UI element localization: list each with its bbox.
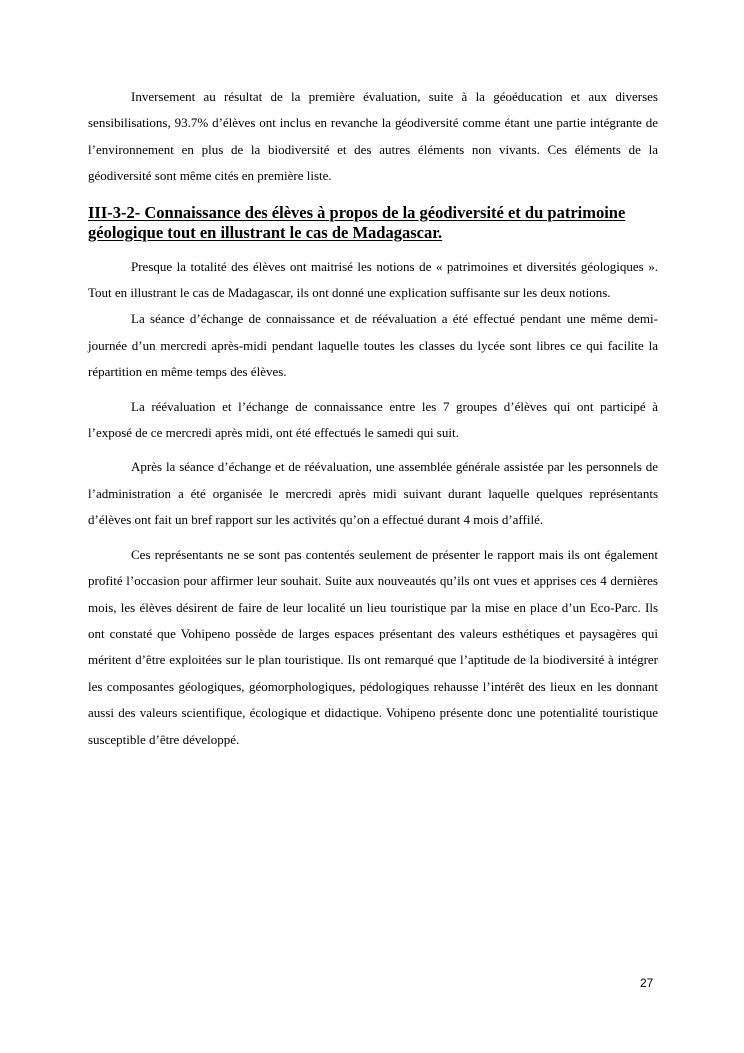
section-heading: III-3-2- Connaissance des élèves à propos de la géodiversité et du patrimoine géologique tout en illustrant le cas de Madagascar. — [88, 202, 626, 242]
page-body — [88, 84, 658, 753]
paragraph-intro: Inversement au résultat de la première évaluation, suite à la géoéducation et aux diverses sensibilisations, 93.7% d’élèves ont inclus en revanche la géodiversité comme étant une partie intégrante de l’environnement en plus de la biodiversité et des autres éléments non vivants. Ces éléments de la géodiversité sont même cités en première liste. — [88, 89, 658, 184]
paragraph-4: Après la séance d’échange et de réévaluation, une assemblée générale assistée par les personnels de l’administration a été organisée le mercredi après midi suivant durant laquelle quelques représentants d’élèves ont fait un bref rapport sur les activités qu’on a effectué durant 4 mois d’affilé. — [88, 459, 658, 528]
paragraph-5: Ces représentants ne se sont pas contentés seulement de présenter le rapport mais ils ont également profité l’occasion pour affirmer leur souhait. Suite aux nouveautés qu’ils ont vues et apprises ces 4 dernières mois, les élèves désirent de faire de leur localité un lieu touristique par la mise en place d’un Eco-Parc. Ils ont constaté que Vohipeno possède de larges espaces présentant des valeurs esthétiques et paysagères qui méritent d’être exploitées sur le plan touristique. Ils ont remarqué que l’aptitude de la biodiversité à intégrer les composantes géologiques, géomorphologiques, pédologiques rehausse l’intérêt des lieux en les donnant aussi des valeurs scientifique, écologique et didactique. Vohipeno présente donc une potentialité touristique susceptible d’être développé. — [88, 546, 658, 747]
page-number: 27 — [640, 976, 654, 990]
paragraph-3: La réévaluation et l’échange de connaissance entre les 7 groupes d’élèves qui ont participé à l’exposé de ce mercredi après midi, ont été effectués le samedi qui suit. — [88, 398, 658, 441]
paragraph-1: Presque la totalité des élèves ont maitrisé les notions de « patrimoines et diversités géologiques ». Tout en illustrant le cas de Madagascar, ils ont donné une explication suffisante sur les deux notions. — [88, 258, 658, 301]
paragraph-2: La séance d’échange de connaissance et de réévaluation a été effectué pendant une même demi-journée d’un mercredi après-midi pendant laquelle toutes les classes du lycée sont libres ce qui facilite la répartition en même temps des élèves. — [88, 311, 658, 380]
